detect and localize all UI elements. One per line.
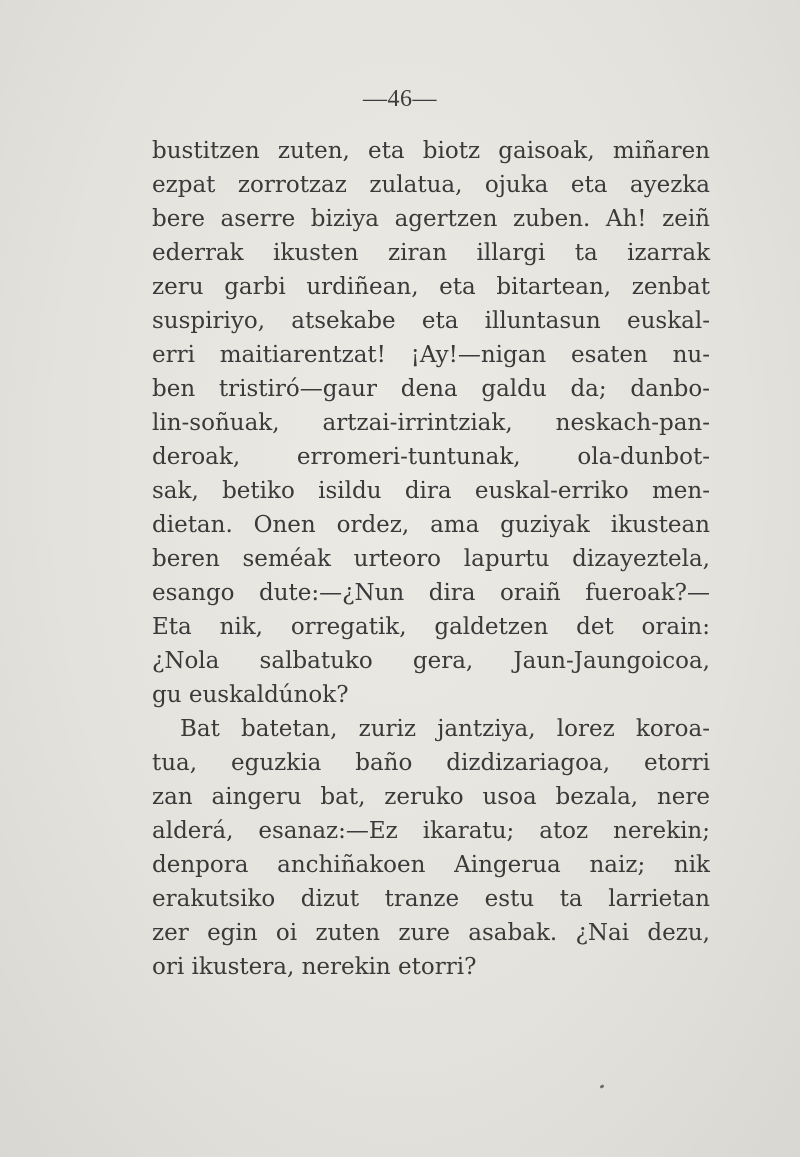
text-line: bere aserre biziya agertzen zuben. Ah! zeiñ <box>152 206 710 232</box>
text-line: ezpat zorrotzaz zulatua, ojuka eta ayezka <box>152 172 710 198</box>
text-line: sak, betiko isildu dira euskal-erriko men- <box>152 478 710 504</box>
text-line: suspiriyo, atsekabe eta illuntasun euskal- <box>152 308 710 334</box>
text-line: deroak, erromeri-tuntunak, ola-dunbot- <box>152 444 710 470</box>
paper-speck <box>600 1084 605 1089</box>
text-line: zeru garbi urdiñean, eta bitartean, zenbat <box>152 274 710 300</box>
text-line: ben tristiró—gaur dena galdu da; danbo- <box>152 376 710 402</box>
text-line: bustitzen zuten, eta biotz gaisoak, miñaren <box>152 138 710 164</box>
text-line: lin-soñuak, artzai-irrintziak, neskach-pan- <box>152 410 710 436</box>
text-line: erakutsiko dizut tranze estu ta larrietan <box>152 886 710 912</box>
text-line: ederrak ikusten ziran illargi ta izarrak <box>152 240 710 266</box>
text-line: alderá, esanaz:—Ez ikaratu; atoz nerekin; <box>152 818 710 844</box>
text-line: erri maitiarentzat! ¡Ay!—nigan esaten nu- <box>152 342 710 368</box>
text-line: zan aingeru bat, zeruko usoa bezala, nere <box>152 784 710 810</box>
paragraph-start-line: Bat batetan, zuriz jantziya, lorez koroa- <box>180 716 710 742</box>
text-line: Eta nik, orregatik, galdetzen det orain: <box>152 614 710 640</box>
text-line: dietan. Onen ordez, ama guziyak ikustean <box>152 512 710 538</box>
body-text <box>152 134 710 984</box>
text-line: beren seméak urteoro lapurtu dizayeztela, <box>152 546 710 572</box>
paragraph-end-line: gu euskaldúnok? <box>152 682 349 708</box>
paragraph-end-line: ori ikustera, nerekin etorri? <box>152 954 477 980</box>
text-line: esango dute:—¿Nun dira oraiñ fueroak?— <box>152 580 710 606</box>
text-line: denpora anchiñakoen Aingerua naiz; nik <box>152 852 710 878</box>
text-line: tua, eguzkia baño dizdizariagoa, etorri <box>152 750 710 776</box>
text-line: ¿Nola salbatuko gera, Jaun-Jaungoicoa, <box>152 648 710 674</box>
text-line: zer egin oi zuten zure asabak. ¿Nai dezu, <box>152 920 710 946</box>
page-number: —46— <box>363 86 437 112</box>
